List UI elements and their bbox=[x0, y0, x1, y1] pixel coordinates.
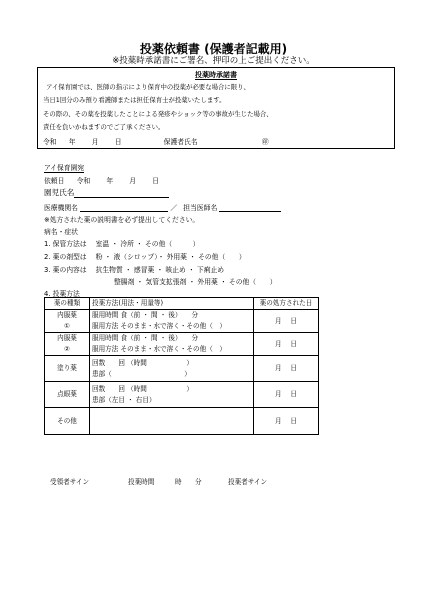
receiver-sign-label: 受領者サイン bbox=[50, 478, 90, 486]
institution-field[interactable] bbox=[80, 203, 168, 212]
request-date-label: 依頼日 bbox=[44, 177, 65, 185]
sign-day: 日 bbox=[114, 138, 122, 146]
header-date: 薬の処方された日 bbox=[254, 298, 319, 310]
child-name-field[interactable] bbox=[74, 188, 169, 198]
consent-line-2: 当日1回分のみ預り看護師または担任保育士が投薬いたします。 bbox=[43, 96, 226, 104]
table-row bbox=[45, 408, 319, 435]
header-method: 投薬方法(用法・用量等) bbox=[90, 298, 254, 310]
medical-slash: ／ bbox=[170, 204, 178, 212]
type-cell: 塗り薬 bbox=[45, 356, 90, 382]
table-row bbox=[45, 310, 319, 333]
doctor-label: 担当医師名 bbox=[183, 204, 218, 212]
sign-month: 月 bbox=[91, 138, 99, 146]
date-cell[interactable]: 月 日 bbox=[254, 356, 319, 382]
method-cell[interactable]: 服用時間 食（前 ・ 間 ・ 後） 分 服用方法 そのまま・水で溶く・その他（ ） bbox=[90, 333, 254, 356]
request-date-row bbox=[44, 175, 159, 185]
date-cell[interactable]: 月 日 bbox=[254, 310, 319, 333]
document-title: 投薬依頼書 (保護者記載用) bbox=[139, 42, 288, 56]
table-row bbox=[45, 356, 319, 382]
institution-label: 医療機関名 bbox=[44, 204, 78, 212]
consent-signature-row bbox=[43, 136, 269, 146]
method-cell[interactable]: 回数 回 （時間 ） 患部（ ） bbox=[90, 356, 254, 382]
sign-era: 令和 bbox=[43, 138, 57, 146]
request-date-month: 月 bbox=[129, 177, 137, 185]
method-heading: 4. 投薬方法 bbox=[44, 290, 80, 298]
medical-row bbox=[44, 202, 281, 212]
child-name-row bbox=[44, 187, 169, 198]
type-cell: 点眼薬 bbox=[45, 382, 90, 408]
type-cell: 内服薬 ① bbox=[45, 310, 90, 333]
hour-label: 時 bbox=[175, 478, 182, 486]
addressee: アイ保育園宛 bbox=[44, 164, 85, 172]
guardian-name-label: 保護者氏名 bbox=[163, 138, 198, 146]
illness-label: 病名・症状 bbox=[44, 228, 78, 236]
date-cell[interactable]: 月 日 bbox=[254, 382, 319, 408]
consent-heading: 投薬時承諾書 bbox=[195, 71, 237, 79]
notice-text: ※処方された薬の説明書を必ず提出してください。 bbox=[44, 216, 200, 224]
date-cell[interactable]: 月 日 bbox=[254, 333, 319, 356]
consent-line-1: アイ保育園では、医師の指示により保育中の投薬が必要な場合に限り、 bbox=[46, 83, 250, 91]
method-cell[interactable]: 回数 回 （時間 ） 患部（左目 ・ 右目） bbox=[90, 382, 254, 408]
table-row bbox=[45, 333, 319, 356]
content-item-cont: 整腸剤 ・ 気管支拡張剤 ・ 外用薬 ・ その他（ ） bbox=[114, 278, 277, 286]
request-date-year: 年 bbox=[106, 177, 114, 185]
consent-line-4: 責任を負いかねますのでご了承ください。 bbox=[43, 123, 165, 131]
consent-line-3: その際の、その薬を投薬したことによる発疹やショック等の事故が生じた場合、 bbox=[43, 110, 273, 118]
giver-sign-label: 投薬者サイン bbox=[228, 478, 268, 486]
document-subtitle: ※投薬時承諾書にご署名、押印の上ご提出ください。 bbox=[112, 56, 315, 66]
child-name-label: 園児氏名 bbox=[44, 188, 75, 197]
date-cell[interactable]: 月 日 bbox=[254, 408, 319, 435]
request-date-era: 令和 bbox=[76, 177, 91, 185]
consent-box bbox=[37, 67, 395, 149]
type-cell: 内服薬 ② bbox=[45, 333, 90, 356]
method-cell[interactable]: 服用時間 食（前 ・ 間 ・ 後） 分 服用方法 そのまま・水で溶く・その他（ ） bbox=[90, 310, 254, 333]
minute-label: 分 bbox=[195, 478, 202, 486]
dosage-form-item: 2. 薬の剤型は 粉 ・ 液（シロップ）・ 外用薬 ・ その他（ ） bbox=[44, 253, 246, 261]
storage-item: 1. 保管方法は 室温 ・ 冷所 ・ その他（ ） bbox=[44, 240, 200, 248]
type-cell: その他 bbox=[45, 408, 90, 435]
table-row bbox=[45, 382, 319, 408]
medication-table bbox=[44, 297, 319, 435]
header-type: 薬の種類 bbox=[45, 298, 90, 310]
request-date-day: 日 bbox=[152, 177, 160, 185]
seal-mark: ㊞ bbox=[261, 138, 269, 146]
content-item: 3. 薬の内容は 抗生物質 ・ 感冒薬 ・ 咳止め ・ 下痢止め bbox=[44, 266, 225, 274]
table-header-row bbox=[45, 298, 319, 310]
method-cell[interactable] bbox=[90, 408, 254, 435]
time-label: 投薬時間 bbox=[128, 478, 155, 486]
doctor-field[interactable] bbox=[219, 203, 281, 212]
sign-year: 年 bbox=[68, 138, 76, 146]
